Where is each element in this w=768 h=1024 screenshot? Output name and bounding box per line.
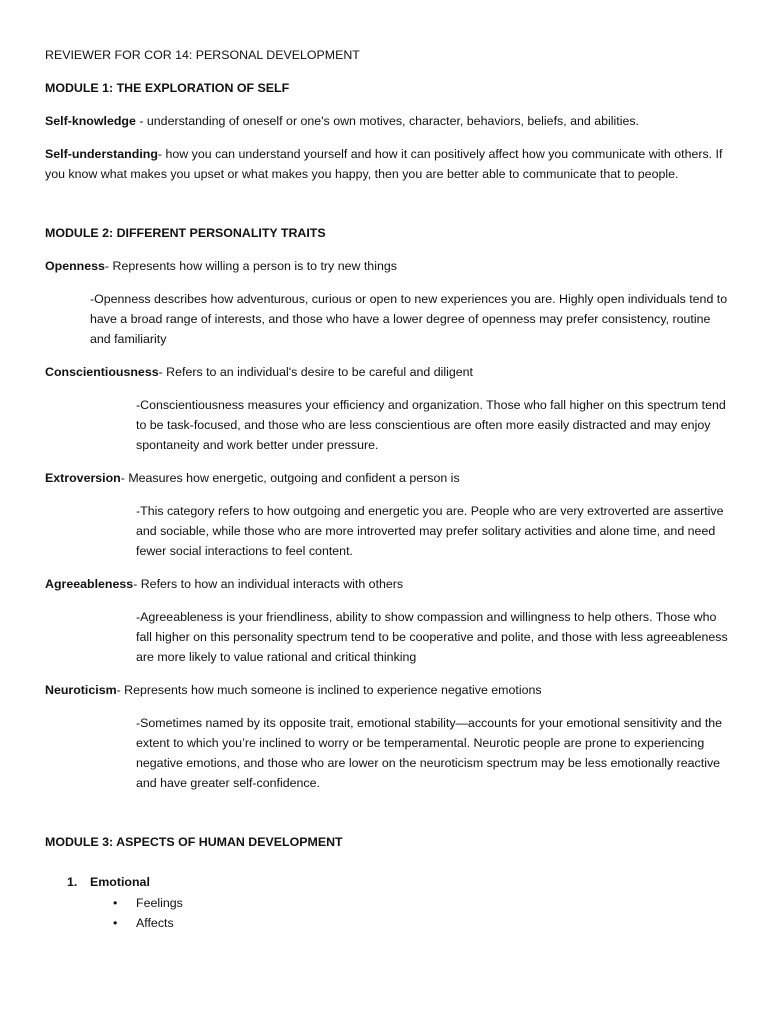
trait-neuroticism-detail: -Sometimes named by its opposite trait, emotional stability—accounts for your emotional sensitivity and the extent to which you’re inclined to worry or be temperamental. Neurotic people are prone to experiencing negative emotions, and those who are lower on the neuroticism spectrum may be less emotionally reactive and have greater self-confidence. bbox=[136, 716, 723, 790]
definition-text: - understanding of oneself or one's own motives, character, behaviors, beliefs, and abilities. bbox=[135, 114, 639, 128]
list-item-text: Affects bbox=[136, 916, 174, 930]
trait-extroversion-detail: -This category refers to how outgoing and energetic you are. People who are very extroverted are assertive and sociable, while those who are more introverted may prefer solitary activities and alone time, and need fewer social interactions to feel content. bbox=[136, 504, 724, 558]
term-neuroticism: Neuroticism bbox=[45, 683, 117, 697]
trait-agreeableness-detail: -Agreeableness is your friendliness, ability to show compassion and willingness to help others. Those who fall higher on this personality spectrum tend to be cooperative and polite, and those with less agreeableness are more likely to value rational and critical thinking bbox=[136, 610, 728, 664]
module-1-heading: MODULE 1: THE EXPLORATION OF SELF bbox=[45, 81, 290, 95]
trait-definition: - Measures how energetic, outgoing and confident a person is bbox=[120, 471, 460, 485]
trait-openness bbox=[45, 256, 728, 276]
module-2-heading: MODULE 2: DIFFERENT PERSONALITY TRAITS bbox=[45, 226, 326, 240]
section-spacer bbox=[45, 197, 728, 223]
trait-definition: - Refers to how an individual interacts with others bbox=[133, 577, 404, 591]
trait-conscientiousness bbox=[45, 362, 728, 382]
trait-conscientiousness-detail: -Conscientiousness measures your efficiency and organization. Those who fall higher on this spectrum tend to be task-focused, and those who are less conscientious are often more easily distracted and may enjoy spontaneity and work better under pressure. bbox=[136, 398, 726, 452]
section-spacer bbox=[45, 806, 728, 832]
bullet-list bbox=[45, 893, 728, 933]
term-self-knowledge: Self-knowledge bbox=[45, 114, 136, 128]
term-self-understanding: Self-understanding bbox=[45, 147, 158, 161]
module-3-heading: MODULE 3: ASPECTS OF HUMAN DEVELOPMENT bbox=[45, 835, 343, 849]
list-item bbox=[45, 893, 728, 913]
numbered-item-emotional bbox=[45, 872, 728, 892]
term-openness: Openness bbox=[45, 259, 105, 273]
trait-definition: - Represents how much someone is inclined to experience negative emotions bbox=[116, 683, 542, 697]
definition-self-understanding bbox=[45, 144, 728, 184]
list-item-text: Feelings bbox=[136, 896, 183, 910]
trait-definition: - Represents how willing a person is to try new things bbox=[104, 259, 397, 273]
trait-neuroticism bbox=[45, 680, 728, 700]
item-number: 1. bbox=[67, 875, 78, 889]
definition-text: - how you can understand yourself and how it can positively affect how you communicate with others. If you know what makes you upset or what makes you happy, then you are better able to communicate that to people. bbox=[45, 147, 723, 181]
bullet-icon: • bbox=[113, 896, 118, 910]
bullet-icon: • bbox=[113, 916, 118, 930]
trait-agreeableness bbox=[45, 574, 728, 594]
term-agreeableness: Agreeableness bbox=[45, 577, 134, 591]
trait-definition: - Refers to an individual's desire to be careful and diligent bbox=[158, 365, 473, 379]
term-conscientiousness: Conscientiousness bbox=[45, 365, 159, 379]
document-title: REVIEWER FOR COR 14: PERSONAL DEVELOPMENT bbox=[45, 48, 360, 62]
item-label: Emotional bbox=[90, 875, 150, 889]
definition-self-knowledge bbox=[45, 111, 728, 131]
list-item bbox=[45, 913, 728, 933]
trait-extroversion bbox=[45, 468, 728, 488]
term-extroversion: Extroversion bbox=[45, 471, 121, 485]
trait-openness-detail: -Openness describes how adventurous, curious or open to new experiences you are. Highly open individuals tend to have a broad range of interests, and those who have a lower degree of openness may prefer consistency, routine and familiarity bbox=[90, 292, 728, 346]
